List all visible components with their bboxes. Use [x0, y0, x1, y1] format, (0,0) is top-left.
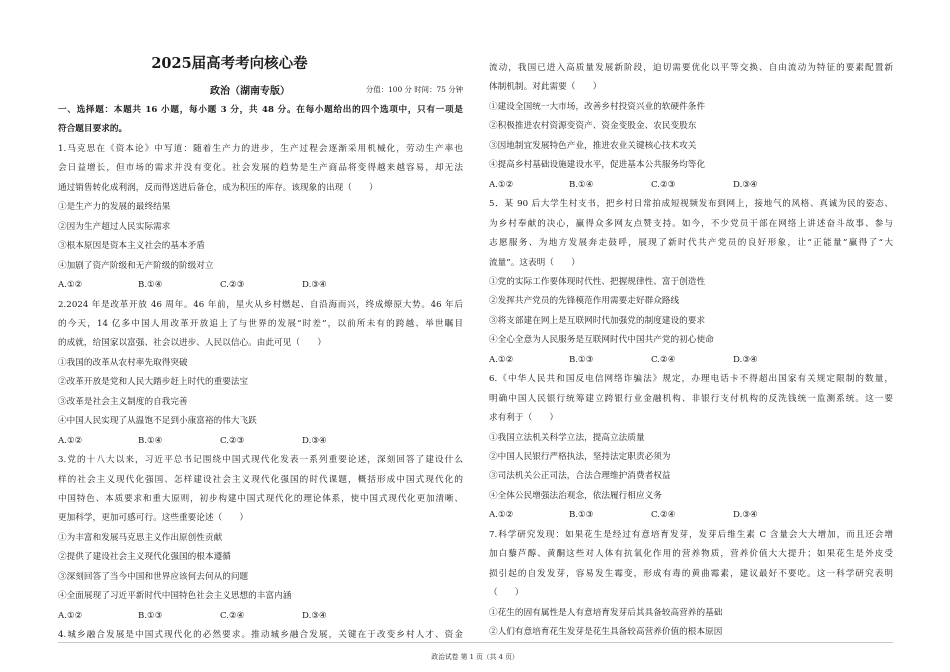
text-line: ②积极推进农村资源变资产、资金变股金、农民变股东	[489, 121, 697, 132]
answer-option: B.①③	[569, 354, 594, 365]
text-line: 流量”。这表明（ ）	[489, 257, 580, 268]
text-line: 流动，我国已进入高质量发展新阶段，迫切需要优化以平等交换、自由流动为特征的要素配置新	[489, 63, 893, 73]
answer-option: D.③④	[302, 610, 327, 621]
answer-option: B.①④	[138, 435, 163, 446]
text-line: ③因地制宜发展特色产业，推进农业关键核心技术攻关	[489, 140, 697, 151]
text-line: 体制机制。对此需要（ ）	[489, 82, 602, 93]
text-line: ①是生产力的发展的最终结果	[58, 202, 171, 213]
text-line: 3.党的十八大以来，习近平总书记围绕中国式现代化发表一系列重要论述，深刻回答了建设什么	[58, 455, 463, 466]
text-line: 更加科学，更加可感可行。这些重要论述（ ）	[58, 513, 249, 524]
text-line: 损引起的自发发芽，容易发生霉变，形成有毒的黄曲霉素，建议最好不要吃。这一科学研究表明	[489, 568, 893, 579]
text-line: ①为丰富和发展马克思主义作出原创性贡献	[58, 532, 223, 543]
text-line: ②因为生产超过人民实际需求	[58, 221, 171, 232]
text-line: ④提高乡村基础设施建设水平，促进基本公共服务均等化	[489, 160, 706, 171]
text-line: 样的社会主义现代化强国、怎样建设社会主义现代化强国的时代课题，概括形成中国式现代化的	[58, 474, 463, 485]
text-line: 2.2024 年是改革开放 46 周年。46 年前，星火从乡村燃起、自沿海而兴，终成燎原大势。46 年后	[58, 299, 463, 310]
text-line: 符合题目要求的。	[58, 124, 128, 135]
answer-option: D.③④	[733, 510, 758, 521]
text-line: 一、选择题：本题共 16 小题，每小题 3 分，共 48 分。在每小题给出的四个选项中，只有一项是	[58, 105, 463, 115]
text-line: 6.《中华人民共和国反电信网络诈骗法》规定，办理电话卡不得超出国家有关规定限制的数量，	[489, 374, 893, 385]
text-line: ④加剧了资产阶级和无产阶级的阶级对立	[58, 260, 214, 271]
text-line: ④全面展现了习近平新时代中国特色社会主义思想的丰富内涵	[58, 591, 292, 602]
text-line: ③改革是社会主义制度的自我完善	[58, 396, 188, 407]
footer-divider	[58, 642, 893, 643]
answer-option: C.②④	[651, 354, 676, 365]
text-line: ①建设全国统一大市场，改善乡村投资兴业的软硬件条件	[489, 101, 706, 112]
text-line: ①我国的改革从农村率先取得突破	[58, 357, 188, 368]
answer-option: A.①②	[58, 610, 83, 621]
text-line: 会日益增长，但市场的需求并没有变化。社会发展的趋势是生产商品将变得越来越容易，却无法	[58, 163, 463, 174]
answer-option: B.①④	[569, 179, 594, 190]
text-line: 的成就，给国家以富强、社会以进步、人民以信心。由此可见（ ）	[58, 338, 326, 349]
text-line: 志愿服务、为地方发展奔走鼓呼，展现了新时代共产党员的良好形象，让“正能量”赢得了“大	[489, 238, 893, 249]
answer-option: D.③④	[302, 435, 327, 446]
text-line: ④全心全意为人民服务是互联网时代中国共产党的初心使命	[489, 335, 714, 346]
answer-option: A.①②	[489, 354, 514, 365]
answer-option: C.②③	[220, 280, 245, 291]
exam-meta: 分值：100 分 时间：75 分钟	[365, 85, 463, 94]
text-line: 4.城乡融合发展是中国式现代化的必然要求。推动城乡融合发展，关键在于改变乡村人才、资金	[58, 630, 463, 641]
text-line: 为乡村奉献的决心，赢得众多网友点赞支持。如今，不少党员干部在网络上讲述奋斗故事、参与	[489, 218, 893, 229]
text-line: 加白藜芦醇、黄酮这些对人体有抗氧化作用的营养物质，营养价值大大提升；如果花生是外皮受	[489, 549, 893, 560]
answer-option: D.③④	[733, 354, 758, 365]
text-line: ②人们有意培育花生发芽是花生具备较高营养价值的根本原因	[489, 627, 723, 638]
text-line: 5．某 90 后大学生村支书，把乡村日常拍成短视频发布到网上，接地气的风格、真诚为民的姿态、	[489, 199, 893, 210]
text-line: ②提供了建设社会主义现代化强国的根本遵循	[58, 552, 231, 563]
text-line: ②中国人民银行严格执法，坚持法定职责必须为	[489, 452, 671, 462]
text-line: 中国特色、本质要求和重大原则，初步构建中国式现代化的理论体系，使中国式现代化更加清晰、	[58, 494, 463, 504]
text-line: ①党的实际工作要体现时代性、把握规律性、富于创造性	[489, 276, 706, 287]
text-line: ①我国立法机关科学立法，提高立法质量	[489, 432, 645, 443]
text-line: ③根本原因是资本主义社会的基本矛盾	[58, 241, 205, 252]
answer-option: B.①③	[569, 510, 594, 521]
answer-option: A.①②	[489, 179, 514, 190]
text-line: ③将支部建在网上是互联网时代加强党的制度建设的要求	[489, 315, 706, 326]
answer-option: C.②④	[220, 610, 245, 621]
text-line: ②发挥共产党员的先锋模范作用需要走好群众路线	[489, 296, 680, 307]
answer-option: D.③④	[733, 179, 758, 190]
exam-title: 2025届高考考向核心卷	[151, 55, 308, 72]
text-line: 的今天，14 亿多中国人用改革开放追上了与世界的发展“时差”，以前所未有的跨越、举世瞩目	[58, 318, 463, 329]
text-line: ①花生的固有属性是人有意培育发芽后其具备较高营养的基础	[489, 607, 723, 618]
answer-option: D.③④	[302, 280, 327, 291]
text-line: ④全体公民增强法治观念，依法履行相应义务	[489, 490, 662, 501]
page-footer: 政治试卷 第 1 页（共 4 页）	[431, 653, 519, 661]
text-line: 7.科学研究发现：如果花生是经过有意培育发芽，发芽后维生素 C 含量会大大增加，而且还会增	[489, 529, 893, 540]
answer-option: A.①②	[58, 435, 83, 446]
text-line: ③深刻回答了当今中国和世界应该何去何从的问题	[58, 571, 249, 582]
answer-option: C.②③	[651, 179, 676, 190]
answer-option: B.①④	[138, 280, 163, 291]
text-line: ④中国人民实现了从温饱不足到小康富裕的伟大飞跃	[58, 416, 257, 427]
answer-option: B.①③	[138, 610, 163, 621]
text-line: 明确中国人民银行统筹建立跨银行业金融机构、非银行支付机构的反洗钱统一监测系统。这一要	[489, 393, 893, 404]
text-line: 1.马克思在《资本论》中写道：随着生产力的进步，生产过程会逐渐采用机械化，劳动生产率也	[58, 143, 463, 154]
answer-option: C.②④	[651, 510, 676, 521]
text-line: （ ）	[489, 588, 524, 599]
answer-option: A.①②	[58, 280, 83, 291]
text-line: ②改革开放是党和人民大踏步赶上时代的重要法宝	[58, 377, 249, 388]
text-line: 通过销售转化成利润，反而得送进后备仓，成为积压的库存。该现象的出现（ ）	[58, 182, 378, 193]
text-line: 求有利于（ ）	[489, 413, 559, 424]
answer-option: A.①②	[489, 510, 514, 521]
answer-option: C.②③	[220, 435, 245, 446]
text-line: ③司法机关公正司法，合法合理维护消费者权益	[489, 471, 671, 482]
exam-subject: 政治（湖南专版）	[210, 86, 290, 97]
